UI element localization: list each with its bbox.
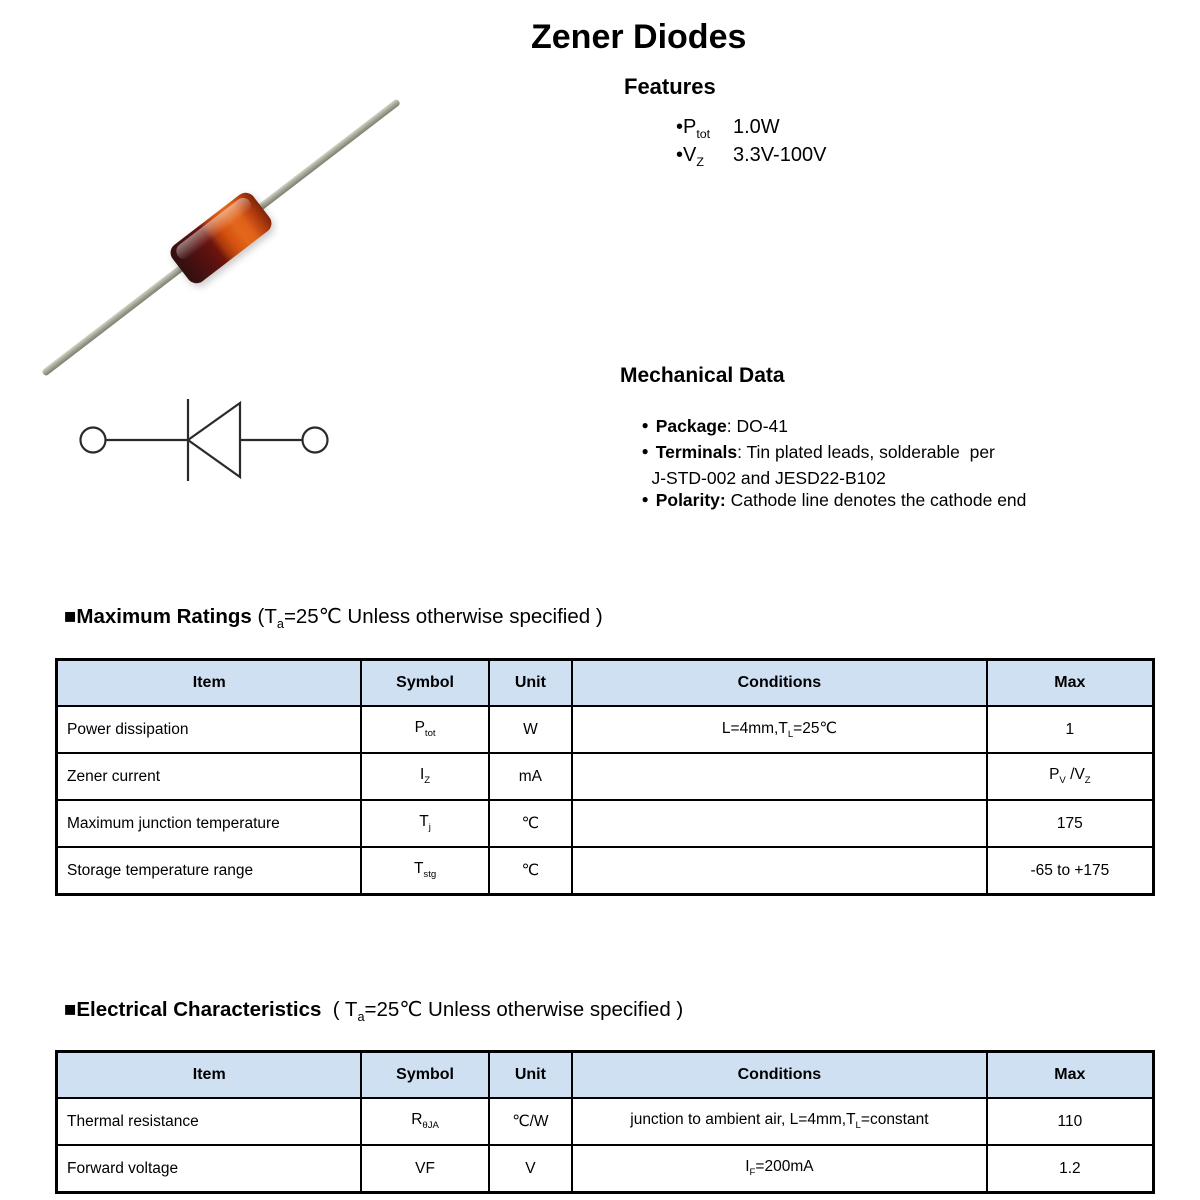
cell-max: -65 to +175 — [987, 847, 1154, 895]
table-row — [57, 1145, 1154, 1193]
bullet-icon: ● — [641, 492, 649, 506]
cell-unit: ℃ — [489, 847, 572, 895]
diode-body-image — [167, 189, 276, 288]
electrical-characteristics-heading: ■Electrical Characteristics ( $T_a=25℃$ Unless otherwise specified ) — [64, 998, 684, 1025]
table-header-row — [57, 660, 1154, 707]
mechanical-item — [622, 469, 1026, 532]
mechanical-item-text: Package: DO-41 — [655, 416, 789, 436]
diode-schematic-symbol — [75, 395, 365, 490]
features-heading: Features — [624, 74, 716, 99]
feature-item — [676, 116, 780, 141]
cell-max: 110 — [987, 1098, 1154, 1145]
diode-photo — [20, 80, 440, 400]
mechanical-item-text: J-STD-002 and JESD22-B102 — [651, 468, 886, 488]
column-header-conditions: Conditions — [572, 660, 987, 707]
cell-max: 175 — [987, 800, 1154, 847]
table-row — [57, 800, 1154, 847]
feature-value: 1.0W — [733, 116, 780, 138]
cell-symbol: $T_{stg}$ — [361, 847, 488, 895]
cell-max: $P_V$ $/V_Z$ — [987, 753, 1154, 800]
table-row — [57, 706, 1154, 753]
feature-symbol: $•P_{tot}$ — [676, 116, 711, 141]
cell-unit: ℃/W — [489, 1098, 572, 1145]
maximum-ratings-heading: ■Maximum Ratings ($T_a=25℃$ Unless otherwise specified ) — [64, 605, 603, 632]
cell-unit: mA — [489, 753, 572, 800]
column-header-max: Max — [987, 660, 1154, 707]
cell-symbol: $I_Z$ — [361, 753, 488, 800]
cell-symbol: $R_{\theta JA}$ — [361, 1098, 488, 1145]
cell-symbol: VF — [361, 1145, 488, 1193]
mechanical-data-heading: Mechanical Data — [620, 364, 785, 387]
table-row — [57, 753, 1154, 800]
mechanical-item-text: Polarity: Cathode line denotes the cathode end — [655, 490, 1027, 510]
cell-item: Maximum junction temperature — [57, 800, 362, 847]
page-title: Zener Diodes — [531, 18, 747, 56]
cell-item: Zener current — [57, 753, 362, 800]
column-header-item: Item — [57, 1052, 362, 1099]
cell-unit: ℃ — [489, 800, 572, 847]
bullet-icon: ● — [641, 418, 649, 432]
cell-symbol: $P_{tot}$ — [361, 706, 488, 753]
cell-conditions — [572, 847, 987, 895]
cell-conditions: $L=4mm,T_L=25℃$ — [572, 706, 987, 753]
column-header-item: Item — [57, 660, 362, 707]
table-header-row — [57, 1052, 1154, 1099]
cell-conditions: junction to ambient air, $L=4mm,T_L=constant$ — [572, 1098, 987, 1145]
column-header-unit: Unit — [489, 660, 572, 707]
electrical-characteristics-table — [55, 1050, 1155, 1194]
feature-item — [676, 144, 826, 169]
column-header-max: Max — [987, 1052, 1154, 1099]
cell-item: Storage temperature range — [57, 847, 362, 895]
mechanical-item-text: Terminals: Tin plated leads, solderable per — [655, 442, 995, 462]
cell-conditions — [572, 753, 987, 800]
bullet-icon: ● — [641, 444, 649, 458]
cell-item: Power dissipation — [57, 706, 362, 753]
cell-max: 1.2 — [987, 1145, 1154, 1193]
cell-conditions: $I_F=200mA$ — [572, 1145, 987, 1193]
column-header-symbol: Symbol — [361, 660, 488, 707]
cell-unit: W — [489, 706, 572, 753]
column-header-symbol: Symbol — [361, 1052, 488, 1099]
cell-item: Thermal resistance — [57, 1098, 362, 1145]
symbol-anode-triangle — [188, 403, 240, 477]
cell-max: 1 — [987, 706, 1154, 753]
cell-conditions — [572, 800, 987, 847]
column-header-conditions: Conditions — [572, 1052, 987, 1099]
cell-unit: V — [489, 1145, 572, 1193]
table-row — [57, 847, 1154, 895]
feature-value: 3.3V-100V — [733, 144, 827, 166]
symbol-right-terminal — [303, 428, 328, 453]
symbol-left-terminal — [81, 428, 106, 453]
column-header-unit: Unit — [489, 1052, 572, 1099]
table-row — [57, 1098, 1154, 1145]
max-ratings-table — [55, 658, 1155, 896]
cell-item: Forward voltage — [57, 1145, 362, 1193]
cell-symbol: $T_j$ — [361, 800, 488, 847]
feature-symbol: $•V_Z$ — [676, 144, 704, 169]
